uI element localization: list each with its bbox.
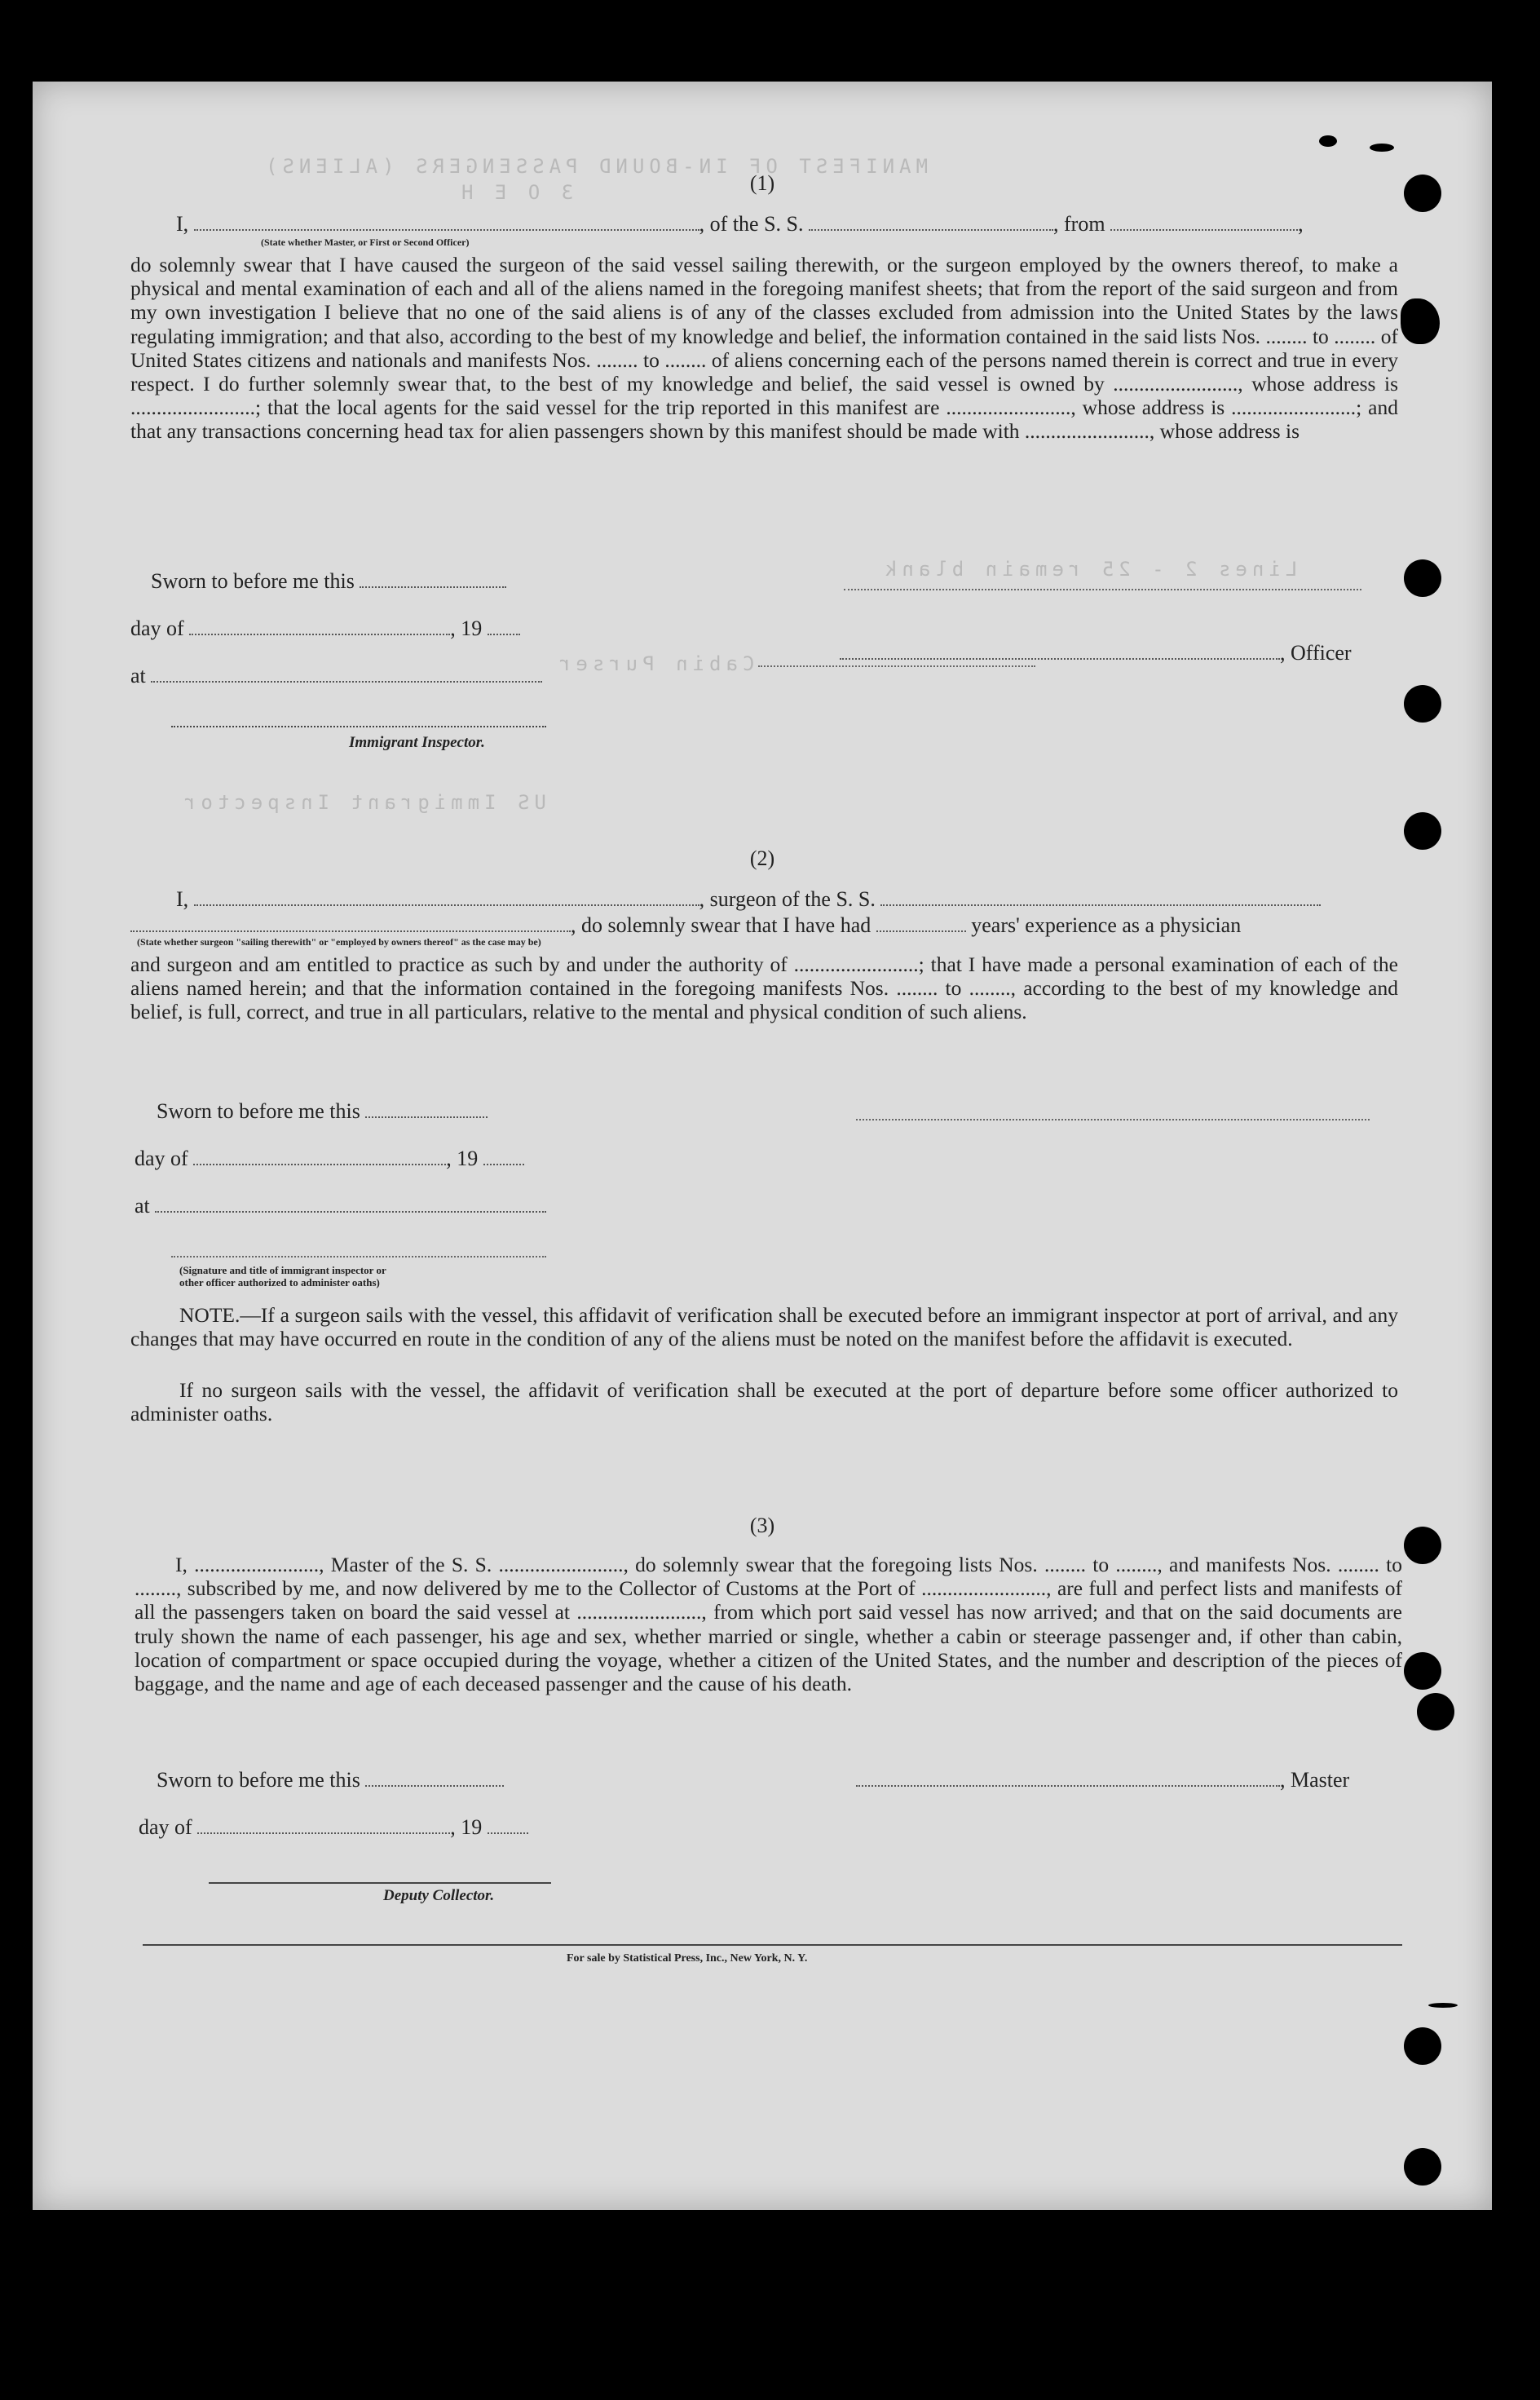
surgeon-ship-field[interactable] xyxy=(880,888,1321,906)
section-1-at: at xyxy=(130,664,542,688)
master-signature-field[interactable] xyxy=(856,1769,1280,1787)
s2-day-of-field[interactable] xyxy=(193,1147,446,1165)
ghost-purser: Cabin Purser xyxy=(554,652,755,675)
binder-hole-2 xyxy=(1404,559,1441,597)
section-2-header-line: I, , surgeon of the S. S. xyxy=(176,887,1321,912)
binder-hole-7 xyxy=(1417,1693,1454,1730)
i-label: I, xyxy=(176,212,189,236)
section-3-sworn: Sworn to before me this xyxy=(157,1768,504,1792)
deputy-collector-label: Deputy Collector. xyxy=(383,1887,495,1904)
s3-year-field[interactable] xyxy=(488,1816,528,1834)
state-officer-note: (State whether Master, or First or Second Officer) xyxy=(261,236,470,248)
immigrant-inspector-label: Immigrant Inspector. xyxy=(349,734,485,751)
day-of-field[interactable] xyxy=(189,617,450,635)
from-label: , from xyxy=(1053,212,1105,236)
deputy-line xyxy=(209,1882,551,1884)
section-1-header-line: I, , of the S. S. , from , xyxy=(176,212,1304,236)
section-2-body: and surgeon and am entitled to practice as such by and under the authority of ........................; that I have made a personal examination of each of the aliens named herein; and that the information contained in the foregoing manifests Nos. ........ to ........, according to the best of my knowledge and belief, is full, correct, and true in all particulars, relative to the mental and physical condition of such aliens. xyxy=(130,952,1398,1024)
binder-hole-5 xyxy=(1404,1527,1441,1564)
surgeon-status-field[interactable] xyxy=(130,914,571,932)
ghost-inspector: US Immigrant Inspector xyxy=(179,791,546,814)
sig-note-2: other officer authorized to administer oaths) xyxy=(179,1276,380,1288)
section-2-number: (2) xyxy=(749,846,775,870)
section-1-body: do solemnly swear that I have caused the surgeon of the said vessel sailing therewith, or the surgeon employed by the owners thereof, to make a physical and mental examination of each and all of the aliens named in the foregoing manifest sheets; that from the report of the said surgeon and from my own investigation I believe that no one of the said aliens is of any of the classes excluded from admission into the United States by the laws regulating immigration; and that also, according to the best of my knowledge and belief, the information contained in the said lists Nos. ........ to ........ of United States citizens and nationals and manifests Nos. ........ to ........ of aliens concerning each of the persons named therein is correct and true in every respect. I do further solemnly swear that, to the best of my knowledge and belief, the said vessel is owned by ........................, whose address is ........................; that the local agents for the said vessel for the trip reported in this manifest are ........................, whose address is ........................; and that any transactions concerning head tax for alien passengers shown by this manifest should be made with ........................, whose address is xyxy=(130,253,1398,444)
section-3-master: , Master xyxy=(856,1768,1349,1792)
section-3-body: I, ........................, Master of the S. S. ........................, do solemnly swear that the foregoing lists Nos. ........ to ........, and manifests Nos. ........ to ........, subscribed by me, and now delivered by me to the Collector of Customs at the Port of ........................, are full and perfect lists and manifests of all the passengers taken on board the said vessel at ........................, from which port said vessel has now arrived; and that on the said documents are truly shown the name of each passenger, his age and sex, whether married or single, whether a cabin or steerage passenger and, if other than cabin, location of compartment or space occupied during the voyage, whether a citizen of the United States, and the number and description of the pieces of baggage, and the name and age of each deceased passenger and the cause of his death. xyxy=(135,1553,1402,1696)
section-2-at: at xyxy=(135,1194,546,1218)
note-paragraph-2: If no surgeon sails with the vessel, the affidavit of verification shall be executed at the port of departure before some officer authorized to administer oaths. xyxy=(130,1378,1398,1426)
officer-name-field[interactable] xyxy=(194,213,699,231)
note-paragraph-1: NOTE.—If a surgeon sails with the vessel, this affidavit of verification shall be executed before an immigrant inspector at port of arrival, and any changes that may have occurred en route in the condition of any of the aliens must be noted on the manifest before the affidavit is executed. xyxy=(130,1303,1398,1351)
ship-name-field[interactable] xyxy=(809,213,1053,231)
section-1-number: (1) xyxy=(749,171,775,195)
s3-sworn-date-field[interactable] xyxy=(365,1769,504,1787)
section-1-signature-line xyxy=(844,589,1361,590)
binder-hole-9 xyxy=(1404,2148,1441,2186)
officer-signature-field[interactable] xyxy=(840,642,1280,660)
ghost-header: MANIFEST OF IN-BOUND PASSENGERS (ALIENS) xyxy=(261,155,928,178)
section-2-day-of: day of , 19 xyxy=(135,1147,524,1171)
at-place-field[interactable] xyxy=(151,665,542,683)
purser-dots xyxy=(758,665,1035,667)
years-field[interactable] xyxy=(876,914,966,932)
binder-hole-6 xyxy=(1404,1652,1441,1690)
s2-inspector-line xyxy=(171,1256,546,1257)
section-3-day-of: day of , 19 xyxy=(139,1815,528,1840)
binder-hole-1 xyxy=(1404,175,1441,212)
s2-year-field[interactable] xyxy=(483,1147,524,1165)
binder-hole-3 xyxy=(1404,685,1441,723)
year-field[interactable] xyxy=(488,617,520,635)
s2-sworn-date-field[interactable] xyxy=(365,1100,488,1118)
section-1-day-of: day of , 19 xyxy=(130,617,520,641)
of-ss-label: , of the S. S. xyxy=(699,212,804,236)
footer-rule xyxy=(143,1944,1402,1946)
ink-blot xyxy=(1319,135,1337,147)
inspector-line xyxy=(171,726,546,727)
printer-footer: For sale by Statistical Press, Inc., New York, N. Y. xyxy=(567,1952,808,1965)
binder-hole-4 xyxy=(1404,812,1441,850)
sworn-date-field[interactable] xyxy=(360,570,506,588)
ink-blot xyxy=(1401,298,1440,344)
section-3-number: (3) xyxy=(749,1514,775,1537)
section-2-swear-line: , do solemnly swear that I have had years' experience as a physician xyxy=(130,913,1241,938)
sig-note-1: (Signature and title of immigrant inspector or xyxy=(179,1264,386,1276)
s3-day-of-field[interactable] xyxy=(197,1816,450,1834)
surgeon-name-field[interactable] xyxy=(194,888,699,906)
s2-at-field[interactable] xyxy=(155,1195,546,1213)
ghost-ship: 3 O E H xyxy=(457,181,574,204)
ghost-lines: Lines 2 - 25 remain blank xyxy=(880,558,1298,581)
section-2-sworn: Sworn to before me this xyxy=(157,1099,488,1124)
surgeon-status-note: (State whether surgeon "sailing therewith" or "employed by owners thereof" as the case may be) xyxy=(137,936,541,948)
surgeon-signature-line xyxy=(856,1119,1370,1120)
binder-hole-8 xyxy=(1404,2027,1441,2065)
section-1-sworn: Sworn to before me this xyxy=(151,569,506,594)
ink-blot xyxy=(1428,2003,1458,2008)
ink-blot xyxy=(1370,144,1394,152)
from-port-field[interactable] xyxy=(1110,213,1298,231)
section-1-officer: , Officer xyxy=(840,641,1352,665)
manifest-page xyxy=(33,82,1492,2210)
